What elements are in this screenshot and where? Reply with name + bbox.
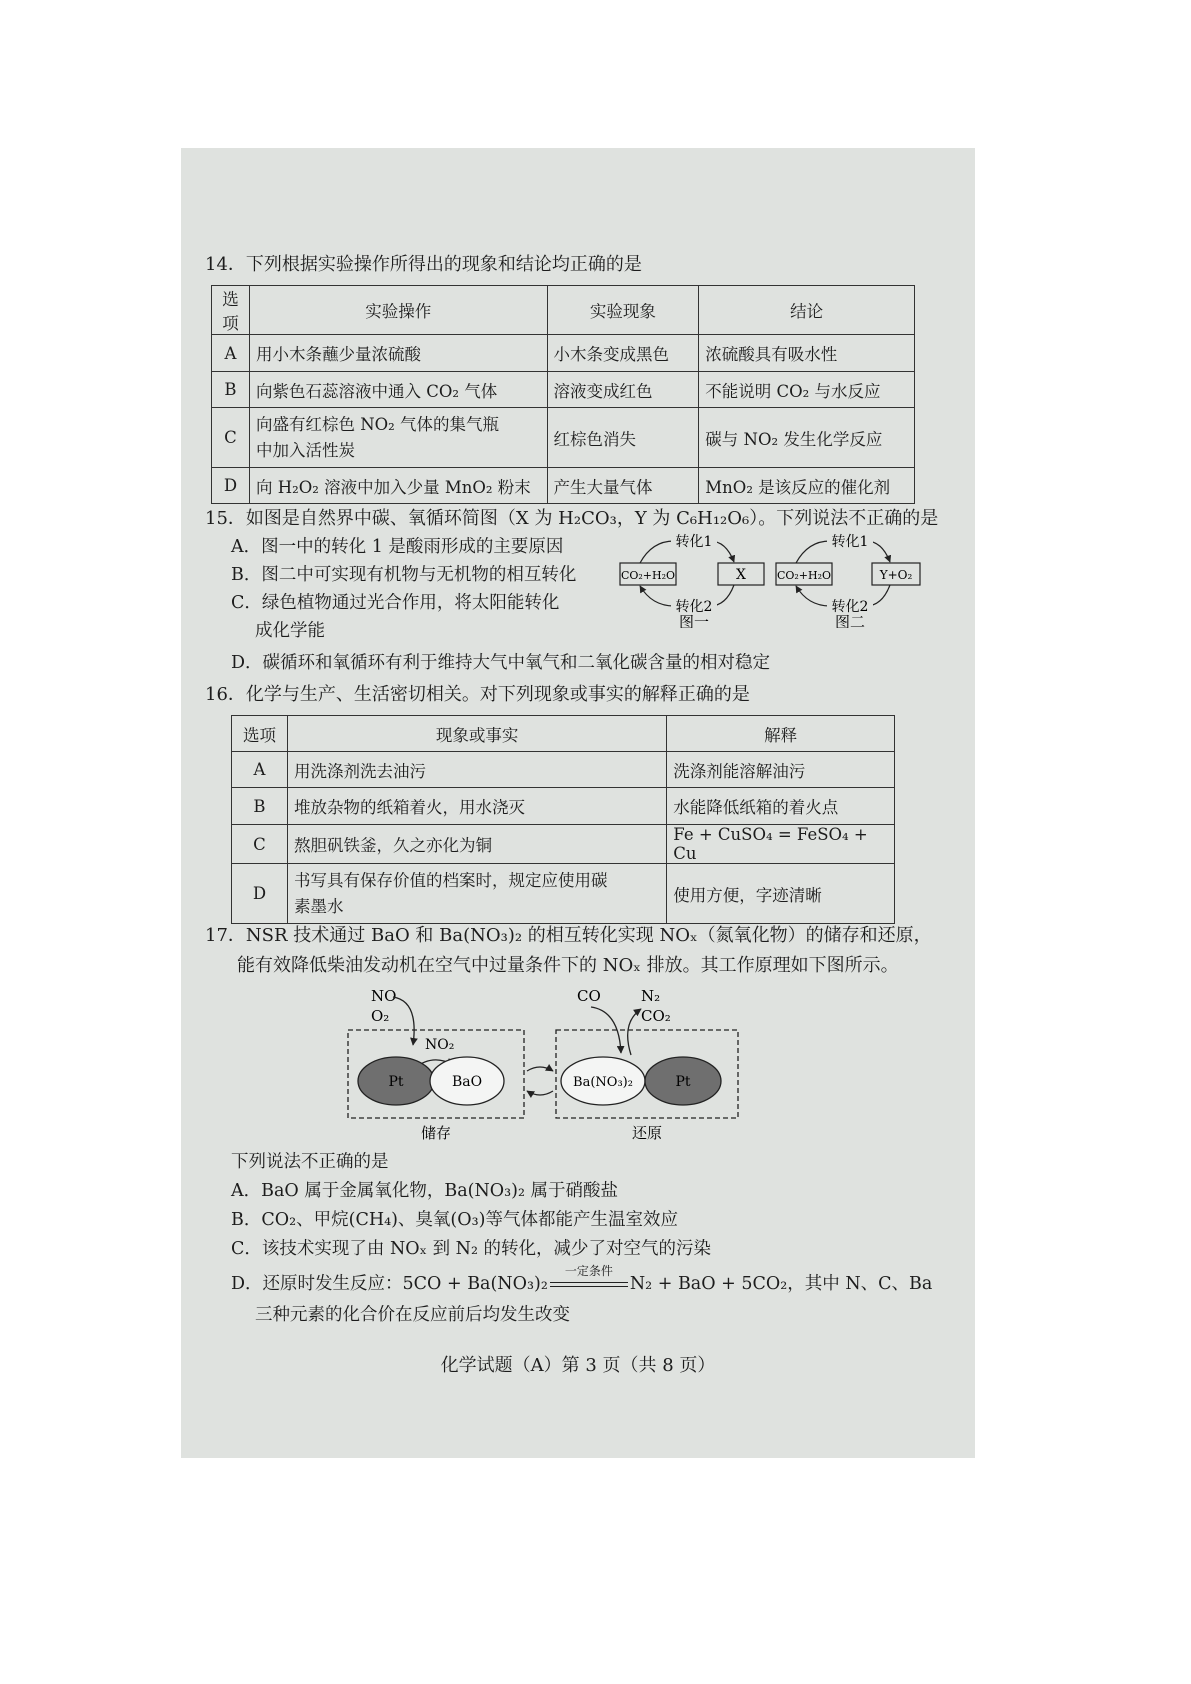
q15-option-b: B．图二中可实现有机物与无机物的相互转化 [231, 565, 577, 585]
co2-label: CO₂ [641, 1007, 671, 1025]
equation-right: N₂ + BaO + 5CO₂，其中 N、C、Ba [629, 1274, 933, 1294]
n2-label: N₂ [641, 987, 661, 1005]
explanation-cell: 使用方便，字迹清晰 [667, 864, 895, 924]
q17-ask: 下列说法不正确的是 [231, 1152, 389, 1172]
q17-option-d-cont: 三种元素的化合价在反应前后均发生改变 [255, 1305, 570, 1325]
fact-cell: 熬胆矾铁釜，久之亦化为铜 [287, 825, 666, 864]
option-cell: C [232, 825, 288, 864]
operation-line: 向盛有红棕色 NO₂ 气体的集气瓶 [255, 414, 500, 434]
q15-stem: 15．如图是自然界中碳、氧循环简图（X 为 H₂CO₃，Y 为 C₆H₁₂O₆）。下列说法不正确的是 [205, 508, 939, 529]
q14-table [211, 285, 915, 504]
table-row [212, 468, 915, 504]
option-cell: C [212, 408, 250, 468]
header-cell: 结论 [699, 286, 915, 335]
nsr-diagram [341, 983, 761, 1141]
phenomenon-cell: 产生大量气体 [547, 468, 699, 504]
fact-line: 素墨水 [293, 896, 344, 916]
equation-left: D．还原时发生反应：5CO + Ba(NO₃)₂ [231, 1274, 548, 1294]
y-label: Y+O₂ [879, 568, 913, 582]
conclusion-cell: 不能说明 CO₂ 与水反应 [699, 372, 915, 408]
operation-cell: 向 H₂O₂ 溶液中加入少量 MnO₂ 粉末 [249, 468, 547, 504]
explanation-cell: 洗涤剂能溶解油污 [667, 752, 895, 788]
storage-caption: 储存 [420, 1124, 452, 1141]
operation-cell [249, 408, 547, 468]
operation-cell: 用小木条蘸少量浓硫酸 [249, 335, 547, 372]
o2-label: O₂ [371, 1007, 390, 1025]
reverse-arrow [527, 1091, 553, 1095]
table-row [212, 335, 915, 372]
option-cell: A [232, 752, 288, 788]
transform-1-label: 转化1 [675, 534, 713, 550]
outflow-arrow [628, 1009, 641, 1055]
cycle-figure-2 [774, 533, 924, 628]
operation-line: 中加入活性炭 [255, 440, 355, 460]
option-cell: B [232, 788, 288, 825]
q16-stem: 16．化学与生产、生活密切相关。对下列现象或事实的解释正确的是 [205, 684, 750, 705]
transform-1-label: 转化1 [831, 534, 869, 550]
phenomenon-cell: 溶液变成红色 [547, 372, 699, 408]
header-cell: 选项 [232, 716, 288, 752]
q15-option-a: A．图一中的转化 1 是酸雨形成的主要原因 [231, 537, 564, 557]
figure-caption: 图一 [678, 613, 710, 628]
reaction-arrow [548, 1264, 630, 1296]
x-label: X [736, 567, 746, 583]
no-label: NO [371, 987, 397, 1005]
q17-stem: 17．NSR 技术通过 BaO 和 Ba(NO₃)₂ 的相互转化实现 NOₓ（氮氧化物）的储存和还原， [205, 925, 932, 946]
table-header-row [232, 716, 895, 752]
transform-2-label: 转化2 [831, 599, 869, 615]
q15-option-d: D．碳循环和氧循环有利于维持大气中氧气和二氧化碳含量的相对稳定 [231, 653, 771, 673]
cycle-figure-1 [616, 533, 771, 628]
option-cell: D [212, 468, 250, 504]
forward-arrow [527, 1067, 553, 1071]
page-footer: 化学试题（A）第 3 页（共 8 页） [440, 1355, 716, 1376]
header-cell: 实验操作 [249, 286, 547, 335]
header-cell: 实验现象 [547, 286, 699, 335]
header-cell: 解释 [667, 716, 895, 752]
conclusion-cell: 碳与 NO₂ 发生化学反应 [699, 408, 915, 468]
q17-stem-cont: 能有效降低柴油发动机在空气中过量条件下的 NOₓ 排放。其工作原理如下图所示。 [237, 955, 899, 976]
transform-2-label: 转化2 [675, 599, 713, 615]
q15-option-c-cont: 成化学能 [255, 621, 325, 641]
q17-option-d [231, 1264, 933, 1296]
phenomenon-cell: 小木条变成黑色 [547, 335, 699, 372]
q17-option-b: B．CO₂、甲烷(CH₄)、臭氧(O₃)等气体都能产生温室效应 [231, 1210, 678, 1230]
table-row [212, 372, 915, 408]
fact-line: 书写具有保存价值的档案时，规定应使用碳 [293, 870, 608, 890]
conclusion-cell: MnO₂ 是该反应的催化剂 [699, 468, 915, 504]
banitrate-label: Ba(NO₃)₂ [573, 1075, 633, 1090]
fact-cell: 堆放杂物的纸箱着火，用水浇灭 [287, 788, 666, 825]
conclusion-cell: 浓硫酸具有吸水性 [699, 335, 915, 372]
fact-cell: 用洗涤剂洗去油污 [287, 752, 666, 788]
option-cell: B [212, 372, 250, 408]
q17-option-a: A．BaO 属于金属氧化物，Ba(NO₃)₂ 属于硝酸盐 [231, 1181, 619, 1201]
co-label: CO [577, 987, 601, 1005]
pt-label: Pt [675, 1074, 691, 1090]
q17-option-c: C．该技术实现了由 NOₓ 到 N₂ 的转化，减少了对空气的污染 [231, 1239, 712, 1259]
operation-cell: 向紫色石蕊溶液中通入 CO₂ 气体 [249, 372, 547, 408]
table-row [232, 864, 895, 924]
q16-table [231, 715, 895, 924]
figure-caption: 图二 [834, 613, 866, 628]
table-row [232, 788, 895, 825]
table-row [232, 752, 895, 788]
explanation-cell: Fe + CuSO₄ = FeSO₄ + Cu [667, 825, 895, 864]
bao-label: BaO [451, 1074, 483, 1090]
no2-label: NO₂ [425, 1037, 455, 1053]
pt-label: Pt [388, 1074, 404, 1090]
header-cell: 现象或事实 [287, 716, 666, 752]
exam-page [181, 148, 975, 1458]
reduction-caption: 还原 [631, 1124, 663, 1141]
q15-option-c: C．绿色植物通过光合作用，将太阳能转化 [231, 593, 560, 613]
option-cell: D [232, 864, 288, 924]
q14-stem: 14．下列根据实验操作所得出的现象和结论均正确的是 [205, 254, 642, 275]
left-label: CO₂+H₂O [776, 569, 832, 582]
table-row [212, 408, 915, 468]
reaction-condition: 一定条件 [564, 1264, 613, 1278]
table-header-row [212, 286, 915, 335]
fact-cell [287, 864, 666, 924]
header-cell: 选项 [212, 286, 250, 335]
option-cell: A [212, 335, 250, 372]
phenomenon-cell: 红棕色消失 [547, 408, 699, 468]
table-row [232, 825, 895, 864]
left-label: CO₂+H₂O [620, 569, 676, 582]
explanation-cell: 水能降低纸箱的着火点 [667, 788, 895, 825]
